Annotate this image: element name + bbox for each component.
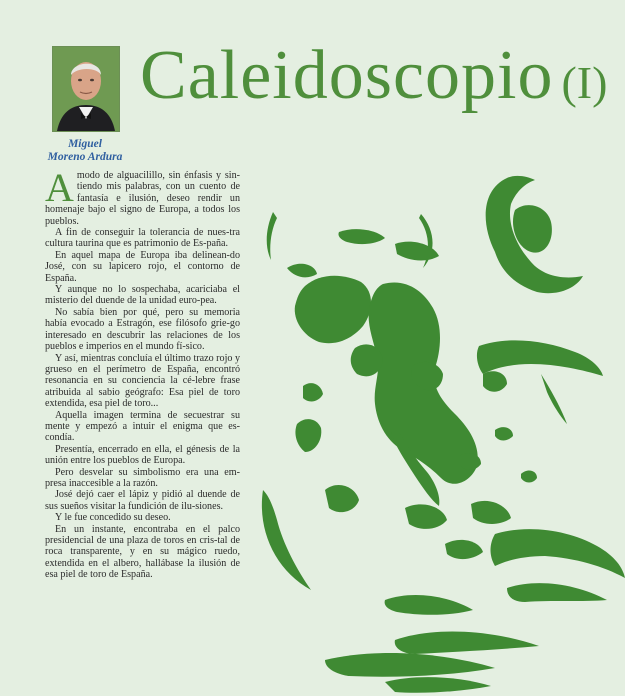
author-name [40, 138, 130, 164]
article-paragraph: En aquel mapa de Europa iba delinean-do José, con su lapicero rojo, el contorno de España. [45, 249, 240, 284]
author-last-name: Moreno Ardura [47, 151, 123, 163]
article-paragraph: Y así, mientras concluía el último trazo rojo y grueso en el perímetro de España, encontró resonancia en su conciencia la cé-lebre frase atribuida al sabio geógrafo: Esa piel de toro extendida, esa piel de toro... [45, 352, 240, 410]
article-paragraph: No sabía bien por qué, pero su memoria había evocado a Estragón, ese filósofo grie-go interesado en descubrir las relaciones de los pueblos e imperios en el mundo fí-sico. [45, 306, 240, 353]
title-main: Caleidoscopio [140, 37, 554, 114]
page-title [140, 36, 620, 136]
author-photo [52, 46, 120, 132]
article-paragraph: A fin de conseguir la tolerancia de nues-tra cultura taurina que es patrimonio de Es-paña. [45, 227, 240, 250]
europe-bull-illustration [245, 160, 625, 696]
drop-cap: A [45, 165, 74, 210]
article-paragraph: Pero desvelar su simbolismo era una em-presa inaccesible a la razón. [45, 466, 240, 489]
article-paragraph: Y le fue concedido su deseo. [55, 512, 171, 524]
article-paragraph: José dejó caer el lápiz y pidió al duende de sus sueños visitar la fundición de ilu-siones. [45, 489, 240, 512]
article-paragraph: En un instante, encontraba en el palco presidencial de una plaza de toros en cris-tal de roca transparente, y en su mágico ruedo, extendida en el albero, hallábase la ilusión de esa piel de toro de España. [45, 523, 240, 581]
author-first-name: Miguel [68, 138, 102, 150]
article-paragraph: Amodo de alguacilillo, sin énfasis y sin-tiendo mis palabras, con un cuento de fantasía e ilusión, deseo rendir un homenaje bajo el signo de Europa, a todos los pueblos. [45, 165, 240, 227]
article-paragraph: Y aunque no lo sospechaba, acariciaba el misterio del duende de la unidad euro-pea. [45, 284, 240, 307]
article-paragraph: Presentía, encerrado en ella, el génesis de la unión entre los pueblos de Europa. [45, 443, 240, 467]
article-paragraph: Aquella imagen termina de secuestrar su mente y empezó a intuir el enigma que es-condía. [45, 409, 240, 444]
article-body [45, 165, 240, 581]
title-number: (I) [561, 57, 608, 108]
brushstroke-map-graphic [245, 160, 625, 696]
